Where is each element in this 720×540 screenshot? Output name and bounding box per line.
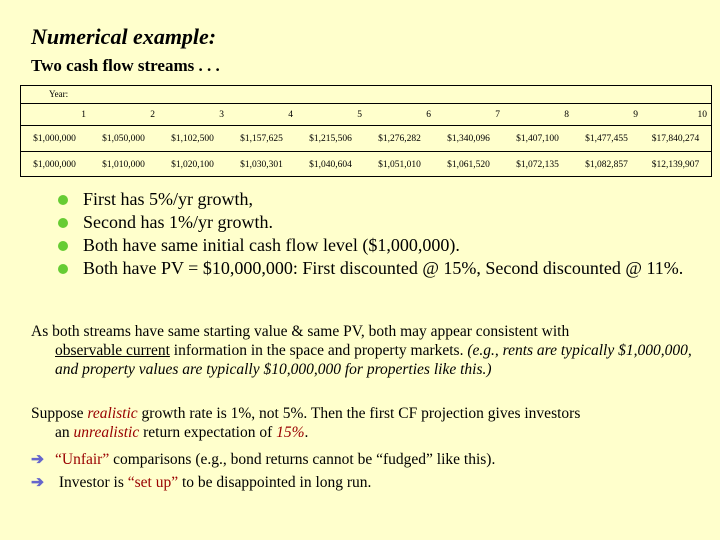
table-cell: 5 <box>357 110 362 120</box>
table-cell: $1,215,506 <box>309 134 352 144</box>
table-cell: $1,000,000 <box>33 160 76 170</box>
table-cell: $1,102,500 <box>171 134 214 144</box>
bullet-dot-icon <box>58 241 68 251</box>
table-cell: $1,040,604 <box>309 160 352 170</box>
table-cell: 6 <box>426 110 431 120</box>
table-cell: $1,020,100 <box>171 160 214 170</box>
table-cell: $1,340,096 <box>447 134 490 144</box>
table-cell: $1,407,100 <box>516 134 559 144</box>
right-arrow-icon: ➔ <box>31 474 44 491</box>
table-cell: 2 <box>150 110 155 120</box>
bullet-dot-icon <box>58 218 68 228</box>
table-cell: $1,477,455 <box>585 134 628 144</box>
table-cell: $1,050,000 <box>102 134 145 144</box>
table-cell: 9 <box>633 110 638 120</box>
table-cell: $1,157,625 <box>240 134 283 144</box>
bullet-item: Second has 1%/yr growth. <box>58 211 698 234</box>
bullet-item: Both have same initial cash flow level ($1,000,000). <box>58 234 698 257</box>
arrow-point-unfair: ➔ “Unfair” comparisons (e.g., bond returns cannot be “fudged” like this). <box>31 451 496 468</box>
table-cell: $1,276,282 <box>378 134 421 144</box>
table-cell: $1,000,000 <box>33 134 76 144</box>
table-cell: $12,139,907 <box>651 160 700 170</box>
paragraph-realistic-growth: Suppose realistic growth rate is 1%, not 5%. Then the first CF projection gives investors an unrealistic return expectation of 15%. <box>31 405 581 441</box>
table-cell: $17,840,274 <box>651 134 700 144</box>
year-row <box>21 103 711 126</box>
cash-flow-table <box>20 85 712 177</box>
arrow-point-set-up: ➔ Investor is “set up” to be disappointed in long run. <box>31 474 372 491</box>
year-label: Year: <box>49 89 69 99</box>
bullet-list <box>58 188 698 280</box>
table-cell: 4 <box>288 110 293 120</box>
stream-2-row <box>21 151 711 178</box>
table-cell: 3 <box>219 110 224 120</box>
bullet-dot-icon <box>58 264 68 274</box>
table-cell: $1,051,010 <box>378 160 421 170</box>
table-cell: $1,010,000 <box>102 160 145 170</box>
table-cell: $1,072,135 <box>516 160 559 170</box>
table-cell: $1,082,857 <box>585 160 628 170</box>
table-cell: 1 <box>81 110 86 120</box>
table-cell: $1,030,301 <box>240 160 283 170</box>
bullet-item: First has 5%/yr growth, <box>58 188 698 211</box>
stream-1-row <box>21 125 711 152</box>
slide-title: Numerical example: <box>31 24 217 49</box>
bullet-dot-icon <box>58 195 68 205</box>
paragraph-consistency: As both streams have same starting value & same PV, both may appear consistent with observable current information in the space and property markets. (e.g., rents are typically $1,000,000, and property values are typically $10,000,000 for properties like this.) <box>31 323 692 378</box>
right-arrow-icon: ➔ <box>31 451 44 468</box>
table-cell: 10 <box>697 110 707 120</box>
table-cell: 7 <box>495 110 500 120</box>
slide-subtitle: Two cash flow streams . . . <box>31 56 220 75</box>
table-cell: 8 <box>564 110 569 120</box>
table-cell: $1,061,520 <box>447 160 490 170</box>
bullet-item: Both have PV = $10,000,000: First discounted @ 15%, Second discounted @ 11%. <box>58 257 698 280</box>
